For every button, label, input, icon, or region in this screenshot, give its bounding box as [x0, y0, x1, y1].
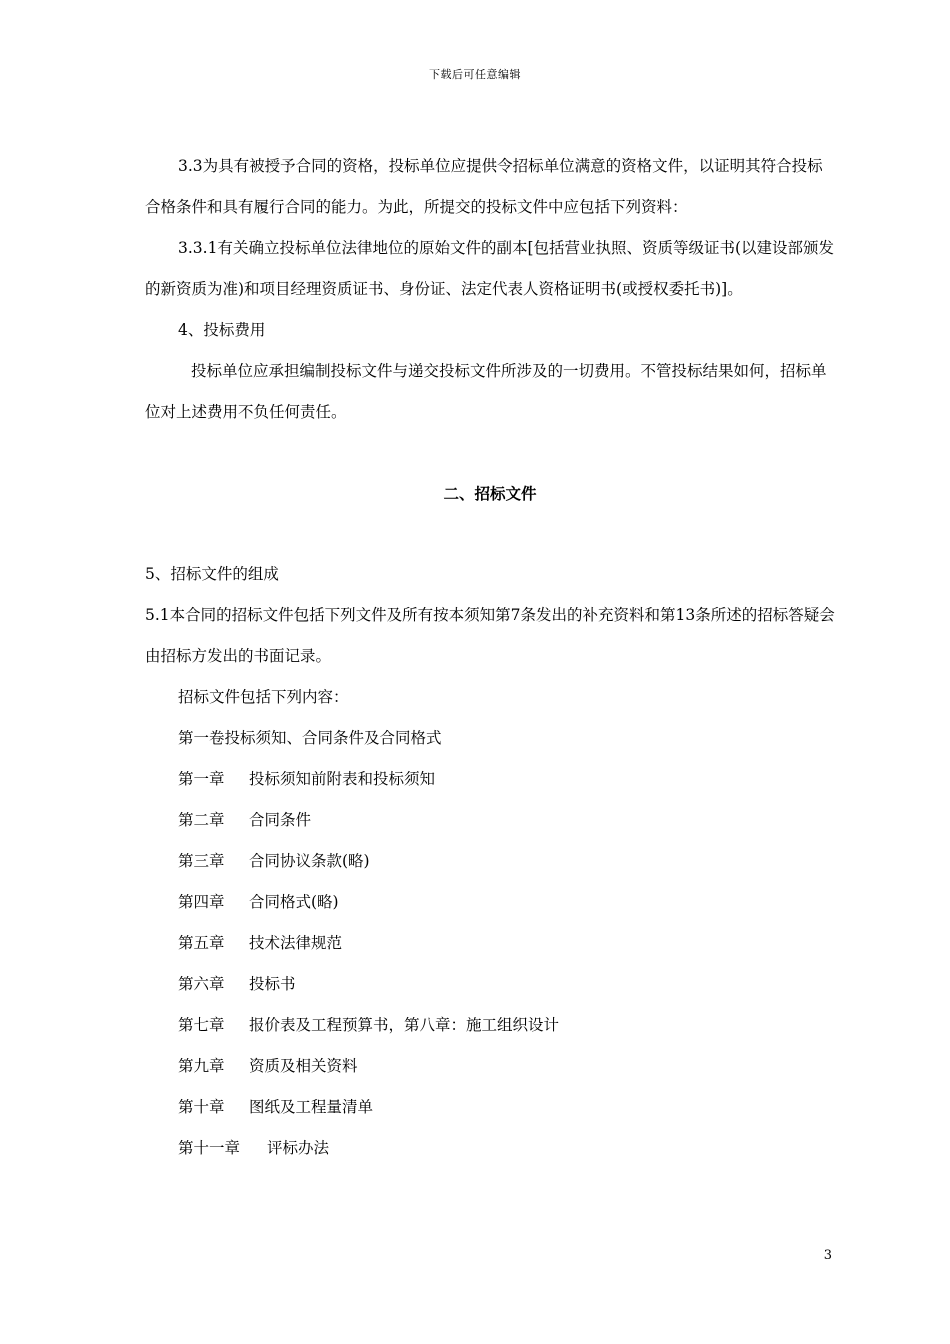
chapter-number: 第一章 — [178, 770, 225, 788]
chapter-item — [145, 1046, 835, 1087]
paragraph-5-title: 5、招标文件的组成 — [145, 565, 279, 583]
chapter-number: 第十章 — [178, 1098, 225, 1116]
chapter-title: 合同格式(略) — [248, 893, 339, 911]
paragraph-5-1: 5.1本合同的招标文件包括下列文件及所有按本须知第7条发出的补充资料和第13条所述的招标答疑会由招标方发出的书面记录。 — [145, 606, 835, 665]
chapter-item — [145, 882, 835, 923]
chapter-title: 合同协议条款(略) — [248, 852, 370, 870]
chapter-number: 第二章 — [178, 811, 225, 829]
paragraph-volume-1: 第一卷投标须知、合同条件及合同格式 — [178, 729, 442, 747]
chapter-number: 第九章 — [178, 1057, 225, 1075]
chapter-item — [145, 923, 835, 964]
chapter-number: 第四章 — [178, 893, 225, 911]
chapter-title: 投标书 — [248, 975, 296, 993]
chapter-title: 投标须知前附表和投标须知 — [248, 770, 435, 788]
page-number: 3 — [823, 1248, 832, 1263]
chapter-title: 评标办法 — [266, 1139, 329, 1157]
chapter-item — [145, 759, 835, 800]
chapter-list — [145, 759, 835, 1169]
chapter-number: 第十一章 — [178, 1139, 241, 1157]
chapter-title: 资质及相关资料 — [248, 1057, 358, 1075]
document-body — [145, 146, 835, 1169]
chapter-title: 报价表及工程预算书，第八章：施工组织设计 — [248, 1016, 559, 1034]
section-heading: 二、招标文件 — [443, 484, 537, 503]
chapter-title: 图纸及工程量清单 — [248, 1098, 373, 1116]
chapter-number: 第三章 — [178, 852, 225, 870]
chapter-item — [145, 1005, 835, 1046]
chapter-item — [145, 1087, 835, 1128]
paragraph-4-title: 4、投标费用 — [178, 321, 266, 339]
chapter-title: 技术法律规范 — [248, 934, 342, 952]
chapter-title: 合同条件 — [248, 811, 311, 829]
chapter-item — [145, 800, 835, 841]
chapter-number: 第六章 — [178, 975, 225, 993]
paragraph-contents-intro: 招标文件包括下列内容： — [178, 688, 349, 706]
paragraph-3-3-1: 3.3.1有关确立投标单位法律地位的原始文件的副本[包括营业执照、资质等级证书(以建设部颁发的新资质为准)和项目经理资质证书、身份证、法定代表人资格证明书(或授权委托书)]。 — [145, 239, 835, 298]
chapter-item — [145, 841, 835, 882]
paragraph-4-body: 投标单位应承担编制投标文件与递交投标文件所涉及的一切费用。不管投标结果如何，招标单位对上述费用不负任何责任。 — [145, 362, 827, 421]
paragraph-3-3: 3.3为具有被授予合同的资格，投标单位应提供令招标单位满意的资格文件，以证明其符合投标合格条件和具有履行合同的能力。为此，所提交的投标文件中应包括下列资料： — [145, 157, 823, 216]
chapter-item — [145, 964, 835, 1005]
chapter-number: 第五章 — [178, 934, 225, 952]
chapter-item — [145, 1128, 835, 1169]
page-header: 下载后可任意编辑 — [429, 68, 521, 81]
chapter-number: 第七章 — [178, 1016, 225, 1034]
